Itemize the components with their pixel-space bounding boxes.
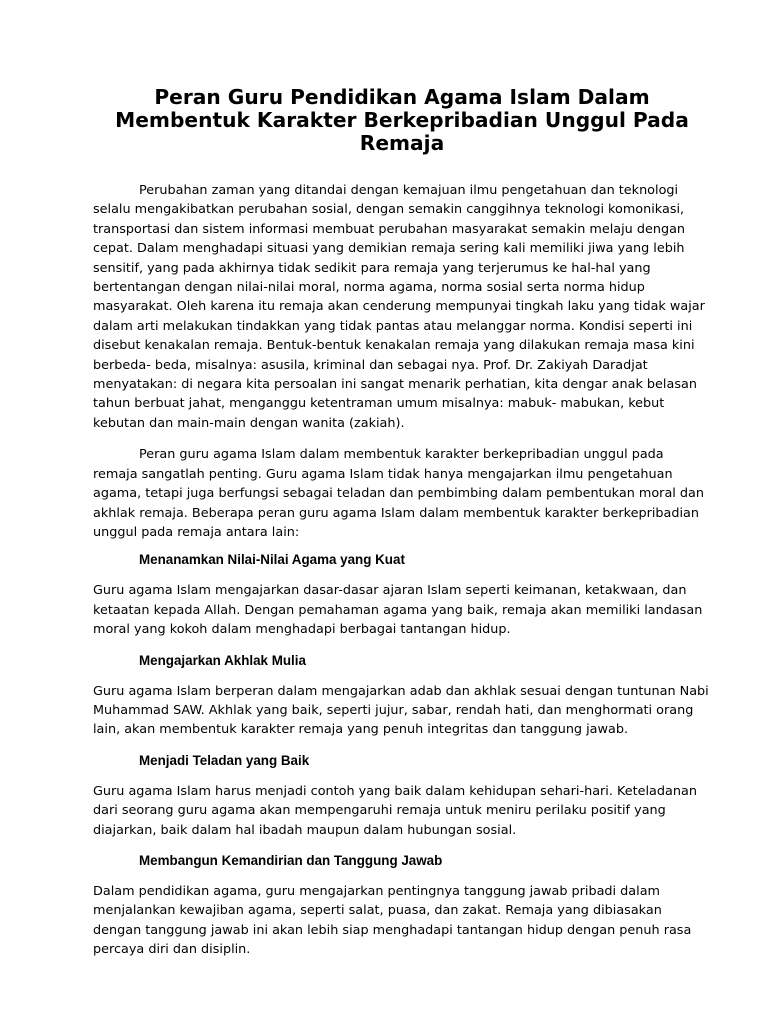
document-title <box>93 86 711 155</box>
section-heading: Menanamkan Nilai-Nilai Agama yang Kuat <box>139 552 405 568</box>
document-page <box>93 86 711 971</box>
title-line: Membentuk Karakter Berkepribadian Unggul Pada <box>115 108 689 132</box>
section-body: Guru agama Islam berperan dalam mengajarkan adab dan akhlak sesuai dengan tuntunan Nabi Muhammad SAW. Akhlak yang baik, seperti jujur, sabar, rendah hati, dan menghormati orang lain, akan membentuk karakter remaja yang penuh integritas dan tanggung jawab. <box>93 683 709 738</box>
section-body: Guru agama Islam mengajarkan dasar-dasar ajaran Islam seperti keimanan, ketakwaan, dan ketaatan kepada Allah. Dengan pemahaman agama yang baik, remaja akan memiliki landasan moral yang kokoh dalam menghadapi berbagai tantangan hidup. <box>93 583 703 638</box>
section <box>93 851 711 960</box>
intro-paragraph: Peran guru agama Islam dalam membentuk karakter berkepribadian unggul pada remaja sangatlah penting. Guru agama Islam tidak hanya mengajarkan ilmu pengetahuan agama, tetapi juga berfungsi sebagai teladan dan pembimbing dalam pembentukan moral dan akhlak remaja. Beberapa peran guru agama Islam dalam membentuk karakter berkepribadian unggul pada remaja antara lain: <box>93 447 704 540</box>
section-heading: Membangun Kemandirian dan Tanggung Jawab <box>139 852 443 868</box>
section <box>93 651 711 740</box>
section <box>93 751 711 840</box>
section-heading: Menjadi Teladan yang Baik <box>139 752 310 768</box>
title-line: Remaja <box>359 131 445 155</box>
section-heading: Mengajarkan Akhlak Mulia <box>139 652 306 668</box>
section-body: Dalam pendidikan agama, guru mengajarkan pentingnya tanggung jawab pribadi dalam menjalankan kewajiban agama, seperti salat, puasa, dan zakat. Remaja yang dibiasakan dengan tanggung jawab ini akan lebih siap menghadapi tantangan hidup dengan penuh rasa percaya diri dan disiplin. <box>93 883 692 958</box>
title-line: Peran Guru Pendidikan Agama Islam Dalam <box>154 85 650 109</box>
intro-paragraph: Perubahan zaman yang ditandai dengan kemajuan ilmu pengetahuan dan teknologi selalu mengakibatkan perubahan sosial, dengan semakin canggihnya teknologi komonikasi, transportasi dan sistem informasi membuat perubahan masyarakat semakin melaju dengan cepat. Dalam menghadapi situasi yang demikian remaja sering kali memiliki jiwa yang lebih sensitif, yang pada akhirnya tidak sedikit para remaja yang terjerumus ke hal-hal yang bertentangan dengan nilai-nilai moral, norma agama, norma sosial serta norma hidup masyarakat. Oleh karena itu remaja akan cenderung mempunyai tingkah laku yang tidak wajar dalam arti melakukan tindakkan yang tidak pantas atau melanggar norma. Kondisi seperti ini disebut kenakalan remaja. Bentuk-bentuk kenakalan remaja yang dilakukan remaja masa kini berbeda- beda, misalnya: asusila, kriminal dan sebagai nya. Prof. Dr. Zakiyah Daradjat menyatakan: di negara kita persoalan ini sangat menarik perhatian, kita dengar anak belasan tahun berbuat jahat, menganggu ketentraman umum misalnya: mabuk- mabukan, kebut kebutan dan main-main dengan wanita (zakiah). <box>93 183 705 431</box>
section-body: Guru agama Islam harus menjadi contoh yang baik dalam kehidupan sehari-hari. Keteladanan dari seorang guru agama akan mempengaruhi remaja untuk meniru perilaku positif yang diajarkan, baik dalam hal ibadah maupun dalam hubungan sosial. <box>93 783 697 838</box>
section <box>93 550 711 639</box>
